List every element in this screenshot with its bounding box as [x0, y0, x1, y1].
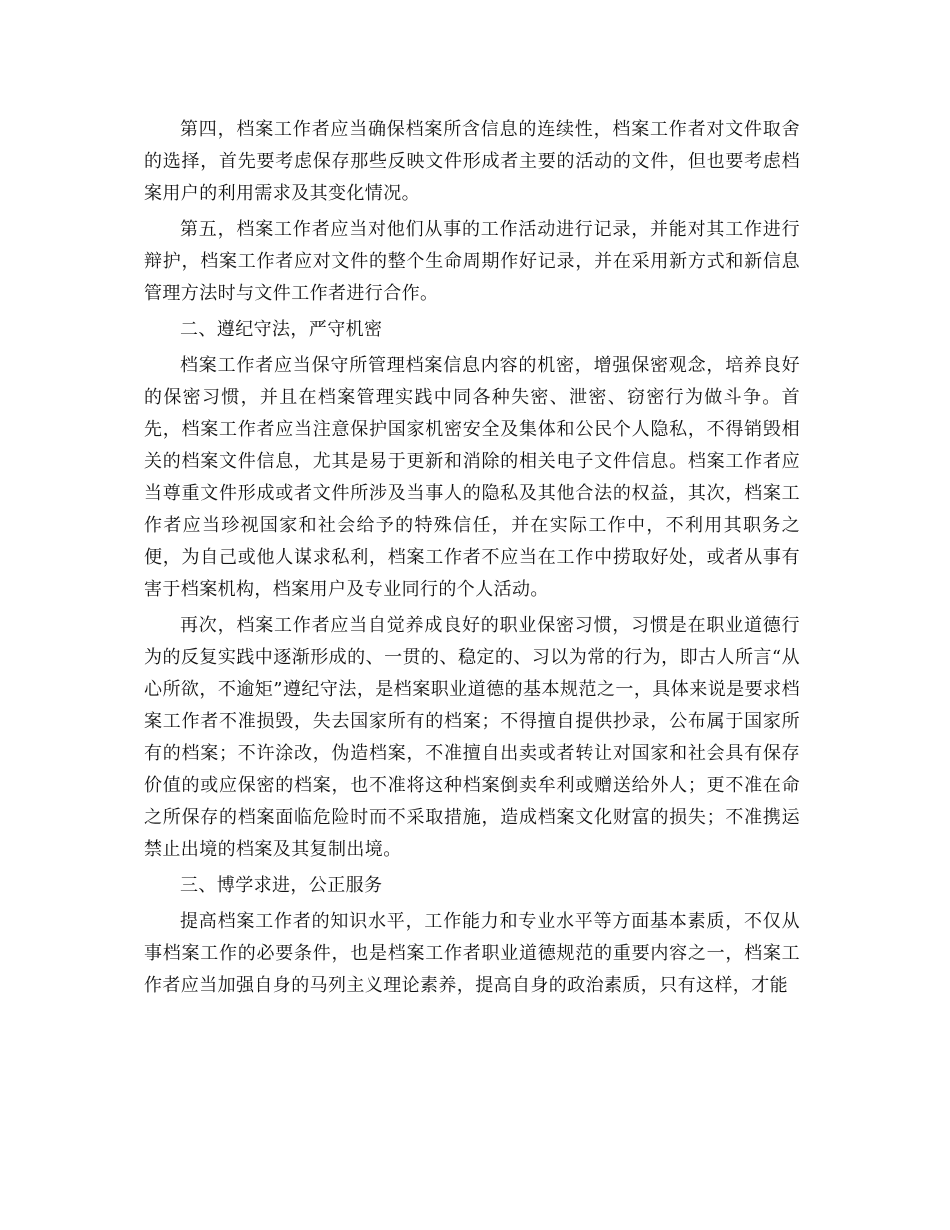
section-heading-three: 三、博学求进，公正服务	[180, 875, 383, 896]
paragraph-habits-and-law: 再次，档案工作者应当自觉养成良好的职业保密习惯，习惯是在职业道德行为的反复实践中逐渐形成的、一贯的、稳定的、习以为常的行为，即古人所言“从心所欲，不逾矩”遵纪守法，是档案职业道德的基本规范之一，具体来说是要求档案工作者不准损毁，失去国家所有的档案；不得擅自提供抄录，公布属于国家所有的档案；不许涂改，伪造档案，不准擅自出卖或者转让对国家和社会具有保存价值的或应保密的档案，也不准将这种档案倒卖牟利或赠送给外人；更不准在命之所保存的档案面临危险时而不采取措施，造成档案文化财富的损失；不准携运禁止出境的档案及其复制出境。	[144, 615, 800, 860]
document-body	[144, 114, 800, 1006]
paragraph-fifth-point: 第五，档案工作者应当对他们从事的工作活动进行记录，并能对其工作进行辩护，档案工作者应对文件的整个生命周期作好记录，并在采用新方式和新信息管理方法时与文件工作者进行合作。	[144, 219, 800, 304]
paragraph-confidentiality: 档案工作者应当保守所管理档案信息内容的机密，增强保密观念，培养良好的保密习惯，并且在档案管理实践中同各种失密、泄密、窃密行为做斗争。首先，档案工作者应当注意保护国家机密安全及集体和公民个人隐私，不得销毁相关的档案文件信息，尤其是易于更新和消除的相关电子文件信息。档案工作者应当尊重文件形成或者文件所涉及当事人的隐私及其他合法的权益，其次，档案工作者应当珍视国家和社会给予的特殊信任，并在实际工作中，不利用其职务之便，为自己或他人谋求私利，档案工作者不应当在工作中捞取好处，或者从事有害于档案机构，档案用户及专业同行的个人活动。	[144, 355, 800, 600]
section-heading-two: 二、遵纪守法，严守机密	[180, 319, 383, 340]
paragraph-knowledge-level: 提高档案工作者的知识水平，工作能力和专业水平等方面基本素质，不仅从事档案工作的必要条件，也是档案工作者职业道德规范的重要内容之一，档案工作者应当加强自身的马列主义理论素养，提高自身的政治素质，只有这样，才能	[144, 911, 800, 996]
paragraph-fourth-point: 第四，档案工作者应当确保档案所含信息的连续性，档案工作者对文件取舍的选择，首先要考虑保存那些反映文件形成者主要的活动的文件，但也要考虑档案用户的利用需求及其变化情况。	[144, 119, 800, 204]
